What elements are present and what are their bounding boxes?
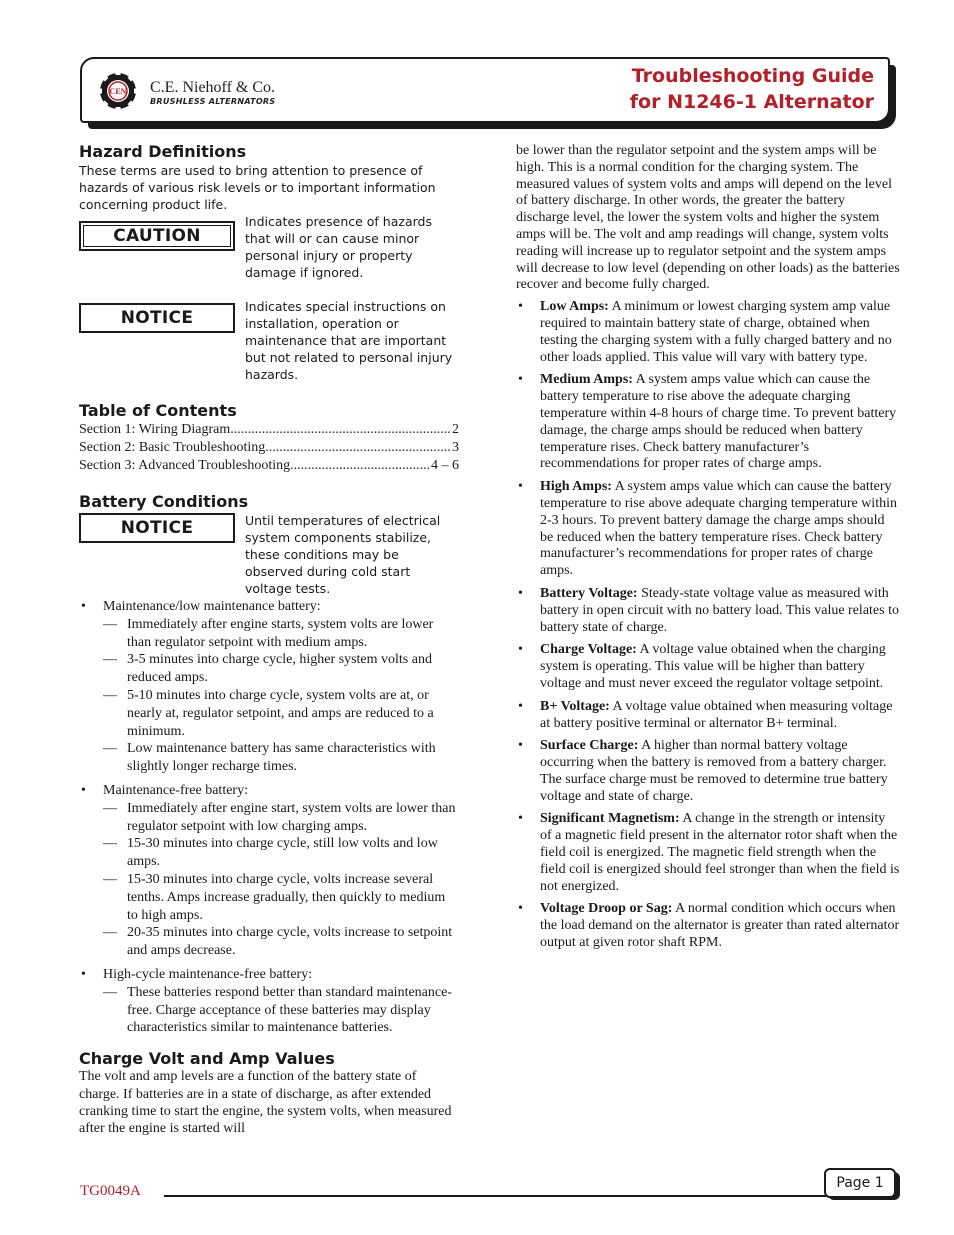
title-line-1: Troubleshooting Guide [631,65,874,87]
niehoff-logo-icon [98,71,138,111]
battery-stage-item: — 15-30 minutes into charge cycle, volts increase several tenths. Amps increase gradually, then quickly to medium to high amps. [103,871,459,924]
definition-term: Voltage Droop or Sag: [540,901,673,917]
page-number: Page 1 [824,1168,896,1198]
battery-stage-item: — 15-30 minutes into charge cycle, still low volts and low amps. [103,835,459,871]
battery-notice-row [79,512,459,597]
battery-stage-item: — 3-5 minutes into charge cycle, higher system volts and reduced amps. [103,651,459,687]
toc-item-name: Section 2: Basic Troubleshooting [79,440,266,455]
definition-item [516,372,900,473]
battery-notice-label: NOTICE [79,513,235,543]
definitions-list [516,299,900,952]
definition-term: High Amps: [540,479,612,495]
toc-item-page: 3 [452,440,459,455]
definition-text: A higher than normal battery voltage occurring when the battery is removed from a battery charger. The surface charge must be removed to determine true battery voltage and state of charge. [540,738,888,804]
toc-leader-dots [230,421,450,439]
logo-letters: CEN [109,87,127,96]
definition-item [516,299,900,366]
battery-stage-item: — These batteries respond better than standard maintenance-free. Charge acceptance of these batteries may display characteristics similar to maintenance batteries. [103,984,459,1037]
definition-text: A change in the strength or intensity of a magnetic field present in the alternator rotor shaft when the field coil is energized. The magnetic field strength when the field coil is energized should feel stronger than when the field is not energized. [540,811,900,894]
definition-term: Surface Charge: [540,738,639,754]
caution-row [79,213,459,281]
definition-term: Battery Voltage: [540,585,638,601]
toc-item [79,421,459,439]
definition-term: Charge Voltage: [540,642,637,658]
definition-item [516,586,900,636]
definition-text: A voltage value obtained when measuring voltage at battery positive terminal or alternator B+ terminal. [540,698,893,731]
title-line-2: for N1246-1 Alternator [629,91,874,113]
toc-item-name: Section 3: Advanced Troubleshooting [79,458,291,473]
battery-stage-item: — 20-35 minutes into charge cycle, volts increase to setpoint and amps decrease. [103,924,459,960]
toc-leader-dots [290,457,429,475]
notice-text: Indicates special instructions on installation, operation or maintenance that are important but not related to personal injury hazards. [245,299,453,382]
battery-stage-item: — 5-10 minutes into charge cycle, system volts are at, or nearly at, regulator setpoint, and amps are reduced to a minimum. [103,687,459,740]
battery-type-item [79,782,459,960]
hazard-heading: Hazard Definitions [79,142,247,161]
company-name: C.E. Niehoff & Co. [150,79,276,96]
definition-item [516,811,900,895]
toc-leader-dots [265,439,450,457]
battery-stage-item: — Immediately after engine start, system volts are lower than regulator setpoint with low charging amps. [103,800,459,836]
toc-heading: Table of Contents [79,401,237,420]
battery-stage-item: — Low maintenance battery has same characteristics with slightly longer recharge times. [103,740,459,776]
battery-heading: Battery Conditions [79,492,249,511]
toc-list [79,421,459,475]
notice-label: NOTICE [79,303,235,333]
document-id: TG0049A [80,1183,141,1199]
battery-notice-text: Until temperatures of electrical system components stabilize, these conditions may be observed during cold start voltage tests. [245,513,441,596]
definition-text: A minimum or lowest charging system amp value required to maintain battery state of charge, obtained when testing the charging system with a fully charged battery and no other loads applied. This value will vary with battery type. [540,299,892,365]
definition-item [516,901,900,951]
toc-item-page: 4 – 6 [431,458,459,473]
definition-item [516,479,900,580]
battery-type-item [79,966,459,1037]
toc-item [79,457,459,475]
definition-term: Low Amps: [540,299,609,315]
page-header [80,57,896,123]
definition-item [516,642,900,692]
company-tagline: BRUSHLESS ALTERNATORS [150,97,276,106]
caution-text: Indicates presence of hazards that will or can cause minor personal injury or property damage if ignored. [245,214,432,280]
definition-item [516,699,900,733]
left-column [79,143,459,1138]
definition-text: A system amps value which can cause the battery temperature to rise above adequate charging temperature within 2-3 hours. To prevent battery damage the charge amps should be reduced when the battery temperature rises. Check battery manufacturer’s recommendations for proper rates of charge amps. [540,479,897,579]
definition-text: A voltage value obtained when the charging system is operating. This value will be higher than battery voltage and must never exceed the regulator voltage setpoint. [540,642,886,691]
battery-type-title: • High-cycle maintenance-free battery: [103,966,313,982]
battery-stage-list [103,984,459,1037]
battery-type-title: • Maintenance-free battery: [103,782,248,798]
right-column [516,143,900,958]
document-title [630,63,874,115]
toc-item-page: 2 [452,422,459,437]
charge-heading: Charge Volt and Amp Values [79,1049,335,1069]
charge-text: The volt and amp levels are a function of the battery state of charge. If batteries are in a state of discharge, as after extended cranking time to start the engine, the system volts, when measured after the engine is started will [79,1069,452,1137]
definition-text: Steady-state voltage value as measured with battery in open circuit with no battery load. This value relates to battery state of charge. [540,585,899,635]
battery-stage-list [103,800,459,960]
caution-label: CAUTION [79,221,235,251]
footer-rule [164,1195,832,1197]
notice-row [79,298,459,383]
definition-term: Significant Magnetism: [540,811,680,827]
definition-term: Medium Amps: [540,372,633,388]
charge-text-continued: be lower than the regulator setpoint and the system amps will be high. This is a normal condition for the charging system. The measured values of system volts and amps will depend on the level of battery discharge. In other words, the greater the battery discharge level, the lower the system volts and higher the system amps will be. The volt and amp readings will change, system volts reading will increase up to regulator setpoint and the system amps will decrease to low level (depending on other loads) as the batteries recover and become fully charged. [516,143,900,293]
definition-text: A system amps value which can cause the battery temperature to rise above the adequate charging temperature within 4-8 hours of charge time. To prevent battery damage, the charge amps should be reduced when battery temperature rises. Check battery manufacturer’s recommendations for proper rates of charge amps. [540,372,897,472]
definition-text: A normal condition which occurs when the load demand on the alternator is greater than rated alternator output at given rotor shaft RPM. [540,901,900,951]
battery-stage-list [103,616,459,776]
toc-item-name: Section 1: Wiring Diagram [79,422,231,437]
battery-condition-list [79,598,459,1037]
definition-term: B+ Voltage: [540,698,610,714]
battery-stage-item: — Immediately after engine starts, system volts are lower than regulator setpoint with medium amps. [103,616,459,652]
battery-type-title: • Maintenance/low maintenance battery: [103,599,321,614]
toc-item [79,439,459,457]
definition-item [516,738,900,805]
header-box [80,57,890,123]
hazard-intro: These terms are used to bring attention to presence of hazards of various risk levels or to important information concerning product life. [79,163,436,212]
battery-type-item [79,598,459,776]
